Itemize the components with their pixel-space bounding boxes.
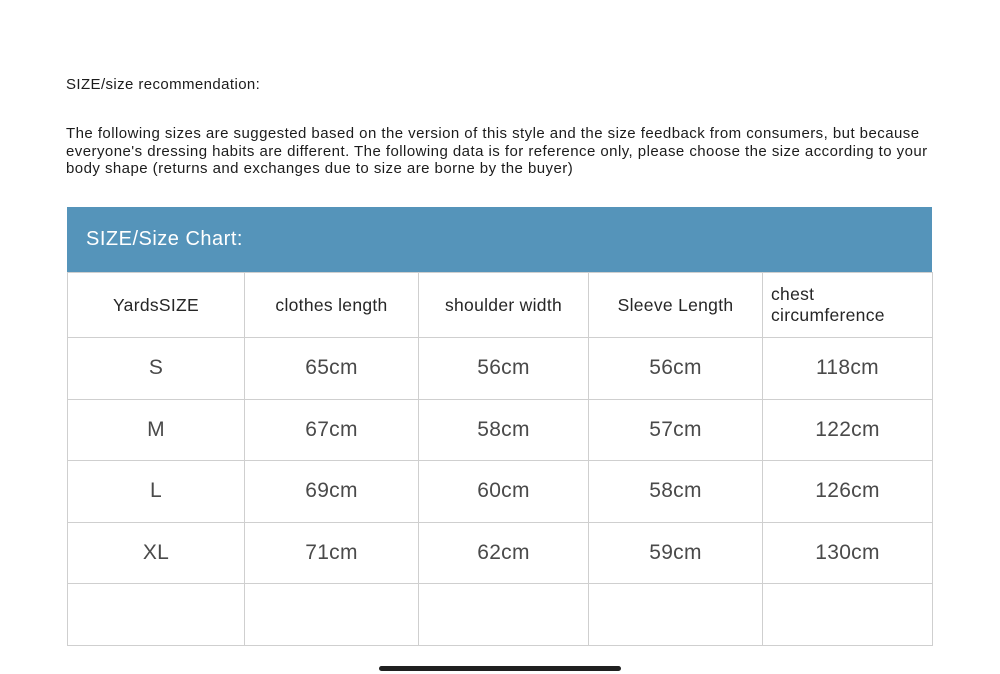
cell-sleeve-length: 58cm — [589, 461, 763, 523]
page-title: SIZE/size recommendation: — [66, 76, 261, 93]
cell-clothes-length: 65cm — [245, 338, 419, 400]
cell-size: M — [68, 399, 245, 461]
cell-chest-circumference: 122cm — [763, 399, 933, 461]
cell-size: L — [68, 461, 245, 523]
cell-sleeve-length: 59cm — [589, 522, 763, 584]
cell-size: XL — [68, 522, 245, 584]
size-table — [67, 272, 933, 646]
cell-shoulder-width — [419, 584, 589, 646]
cell-sleeve-length: 57cm — [589, 399, 763, 461]
column-header-shoulder-width: shoulder width — [419, 273, 589, 338]
cell-chest-circumference: 130cm — [763, 522, 933, 584]
table-row-size-xl — [68, 522, 933, 584]
table-row-size-s — [68, 338, 933, 400]
size-chart-section — [67, 207, 932, 646]
cell-shoulder-width: 58cm — [419, 399, 589, 461]
table-row-empty — [68, 584, 933, 646]
cell-sleeve-length — [589, 584, 763, 646]
cell-size — [68, 584, 245, 646]
cell-sleeve-length: 56cm — [589, 338, 763, 400]
cell-shoulder-width: 60cm — [419, 461, 589, 523]
column-header-clothes-length: clothes length — [245, 273, 419, 338]
cell-chest-circumference: 126cm — [763, 461, 933, 523]
size-description-text: The following sizes are suggested based on the version of this style and the size feedback from consumers, but because everyone's dressing habits are different. The following data is for reference only, please choose the size according to your body shape (returns and exchanges due to size are borne by the buyer) — [66, 125, 928, 177]
cell-chest-circumference: 118cm — [763, 338, 933, 400]
cell-clothes-length: 69cm — [245, 461, 419, 523]
column-header-yards-size: YardsSIZE — [68, 273, 245, 338]
cell-clothes-length — [245, 584, 419, 646]
size-table-header-row — [68, 273, 933, 338]
size-chart-banner-label: SIZE/Size Chart: — [86, 228, 243, 250]
cell-clothes-length: 67cm — [245, 399, 419, 461]
cell-shoulder-width: 56cm — [419, 338, 589, 400]
size-chart-banner — [67, 207, 932, 272]
cell-shoulder-width: 62cm — [419, 522, 589, 584]
column-header-sleeve-length: Sleeve Length — [589, 273, 763, 338]
cell-chest-circumference — [763, 584, 933, 646]
home-indicator-bar — [379, 666, 621, 671]
table-row-size-l — [68, 461, 933, 523]
column-header-chest-circumference: chest circumference — [763, 273, 933, 338]
cell-size: S — [68, 338, 245, 400]
table-row-size-m — [68, 399, 933, 461]
cell-clothes-length: 71cm — [245, 522, 419, 584]
